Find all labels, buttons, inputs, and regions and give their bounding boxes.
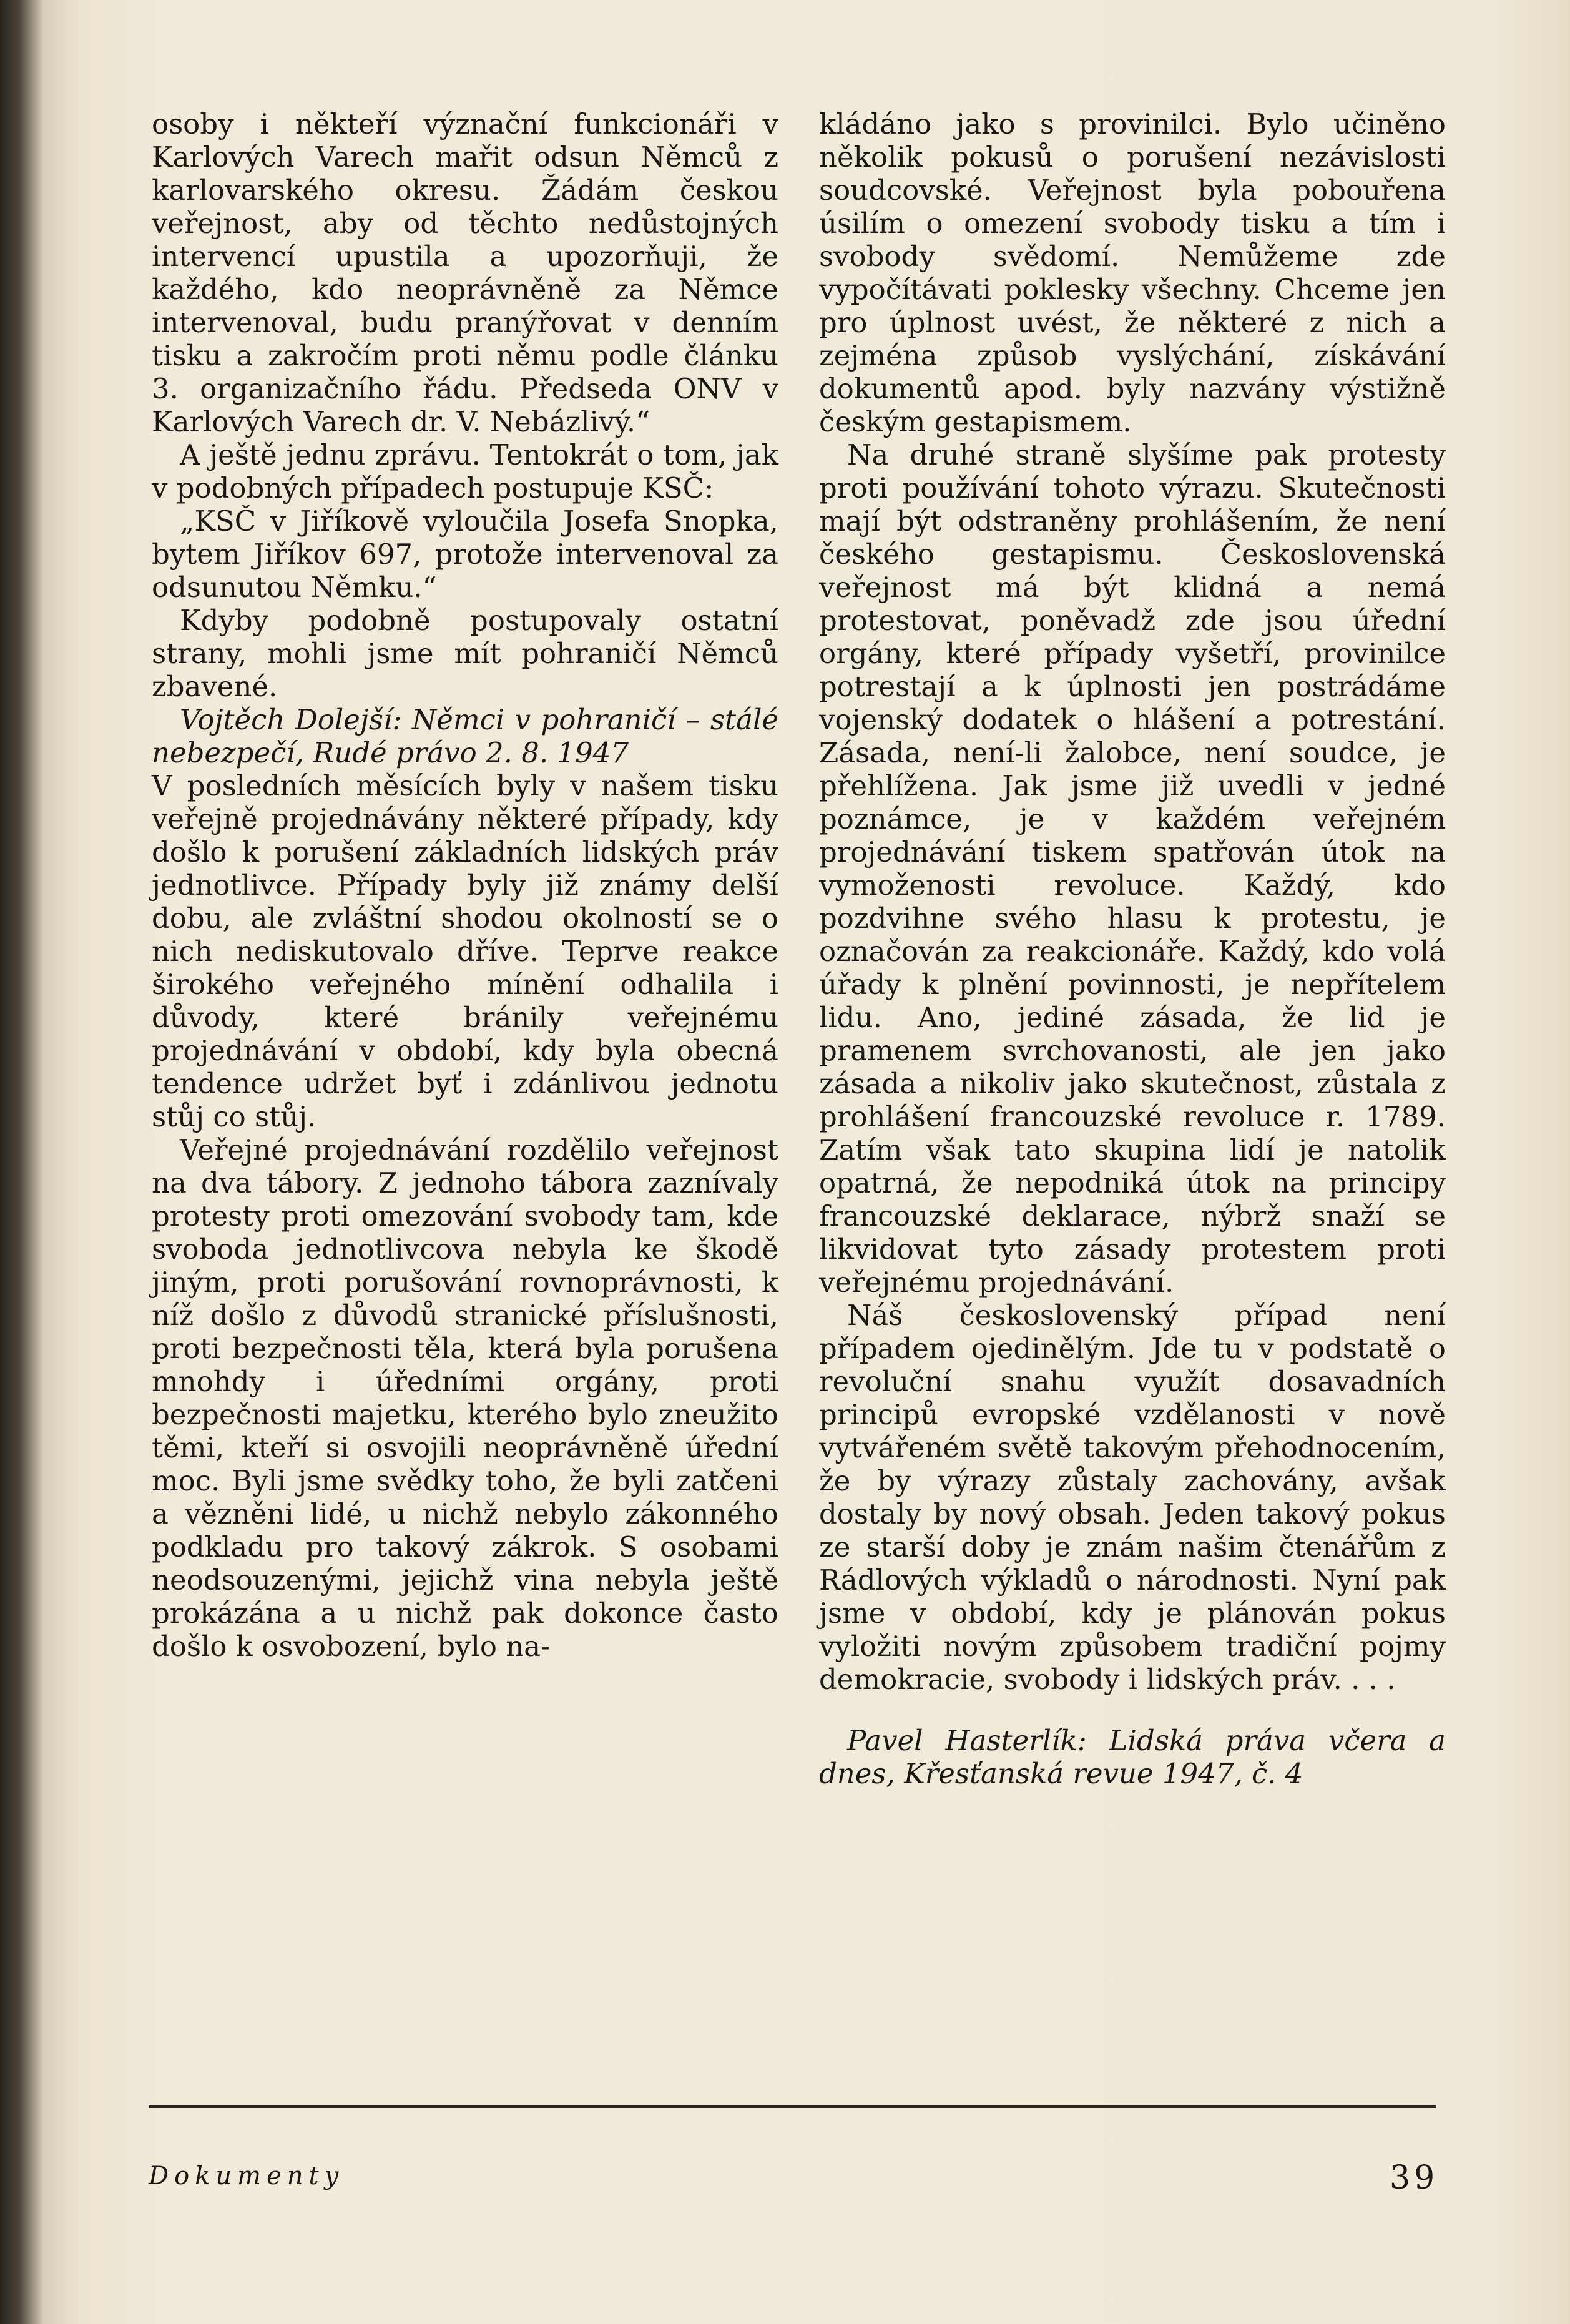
left-quote-paragraph: „KSČ v Jiříkově vyloučila Josefa Snopka, bytem Jiříkov 697, protože intervenoval za odsunutou Němku.“ — [152, 505, 778, 604]
left-column — [152, 107, 778, 1663]
left-paragraph-4: Kdyby podobně postupovaly ostatní strany, mohli jsme mít pohraničí Němců zbavené. — [152, 604, 778, 703]
right-column — [819, 107, 1446, 1790]
right-citation: Pavel Hasterlík: Lidská práva včera a dnes, Křesťanská revue 1947, č. 4 — [819, 1724, 1446, 1790]
left-paragraph-6: Veřejné projednávání rozdělilo veřejnost na dva tábory. Z jednoho tábora zaznívaly protesty proti omezování svobody tam, kde svoboda jednotlivcova nebyla ke škodě jiným, proti porušování rovnoprávnosti, k níž došlo z důvodů stranické příslušnosti, proti bezpečnosti těla, která byla porušena mnohdy i úředními orgány, proti bezpečnosti majetku, kterého bylo zneužito těmi, kteří si osvojili neoprávněně úřední moc. Byli jsme svědky toho, že byli zatčeni a vězněni lidé, u nichž nebylo zákonného podkladu pro takový zákrok. S osobami neodsouzenými, jejichž vina nebyla ještě prokázána a u nichž pak dokonce často došlo k osvobození, bylo na- — [152, 1133, 778, 1663]
left-paragraph-2: A ještě jednu zprávu. Tentokrát o tom, jak v podobných případech postupuje KSČ: — [152, 438, 778, 505]
left-citation: Vojtěch Dolejší: Němci v pohraničí – stálé nebezpečí, Rudé právo 2. 8. 1947 — [152, 703, 778, 769]
right-paragraph-1: kládáno jako s provinilci. Bylo učiněno několik pokusů o porušení nezávislosti soudcovské. Veřejnost byla pobouřena úsilím o omezení svobody tisku a tím i svobody svědomí. Nemůžeme zde vypočítávati poklesky všechny. Chceme jen pro úplnost uvést, že některé z nich a zejména způsob vyslýchání, získávání dokumentů apod. byly nazvány výstižně českým gestapismem. — [819, 107, 1446, 438]
footer-rule — [149, 2105, 1436, 2108]
page-number: 39 — [1390, 2159, 1439, 2197]
left-paragraph-5: V posledních měsících byly v našem tisku veřejně projednávány některé případy, kdy došlo k porušení základních lidských práv jednotlivce. Případy byly již známy delší dobu, ale zvláštní shodou okolností se o nich nediskutovalo dříve. Teprve reakce širokého veřejného mínění odhalila i důvody, které bránily veřejnému projednávání v období, kdy byla obecná tendence udržet byť i zdánlivou jednotu stůj co stůj. — [152, 769, 778, 1133]
right-paragraph-3: Náš československý případ není případem ojedinělým. Jde tu v podstatě o revoluční snahu využít dosavadních principů evropské vzdělanosti v nově vytvářeném světě takovým přehodnocením, že by výrazy zůstaly zachovány, avšak dostaly by nový obsah. Jeden takový pokus ze starší doby je znám našim čtenářům z Rádlových výkladů o národnosti. Nyní pak jsme v období, kdy je plánován pokus vyložiti novým způsobem tradiční pojmy demokracie, svobody i lidských práv. . . . — [819, 1299, 1446, 1696]
footer-section-label: Dokumenty — [149, 2162, 345, 2190]
left-paragraph-1: osoby i někteří význační funkcionáři v Karlových Varech mařit odsun Němců z karlovarského okresu. Žádám českou veřejnost, aby od těchto nedůstojných intervencí upustila a upozorňuji, že každého, kdo neoprávněně za Němce intervenoval, budu pranýřovat v denním tisku a zakročím proti němu podle článku 3. organizačního řádu. Předseda ONV v Karlových Varech dr. V. Nebázlivý.“ — [152, 107, 778, 438]
right-paragraph-2: Na druhé straně slyšíme pak protesty proti používání tohoto výrazu. Skutečnosti mají být odstraněny prohlášením, že není českého gestapismu. Československá veřejnost má být klidná a nemá protestovat, poněvadž zde jsou úřední orgány, které případy vyšetří, provinilce potrestají a k úplnosti jen postrádáme vojenský dodatek o hlášení a potrestání. Zásada, není-li žalobce, není soudce, je přehlížena. Jak jsme již uvedli v jedné poznámce, je v každém veřejném projednávání tiskem spatřován útok na vymoženosti revoluce. Každý, kdo pozdvihne svého hlasu k protestu, je označován za reakcionáře. Každý, kdo volá úřady k plnění povinnosti, je nepřítelem lidu. Ano, jediné zásada, že lid je pramenem svrchovanosti, ale jen jako zásada a nikoliv jako skutečnost, zůstala z prohlášení francouzské revoluce r. 1789. Zatím však tato skupina lidí je natolik opatrná, že nepodniká útok na principy francouzské deklarace, nýbrž snaží se likvidovat tyto zásady protestem proti veřejnému projednávání. — [819, 438, 1446, 1299]
